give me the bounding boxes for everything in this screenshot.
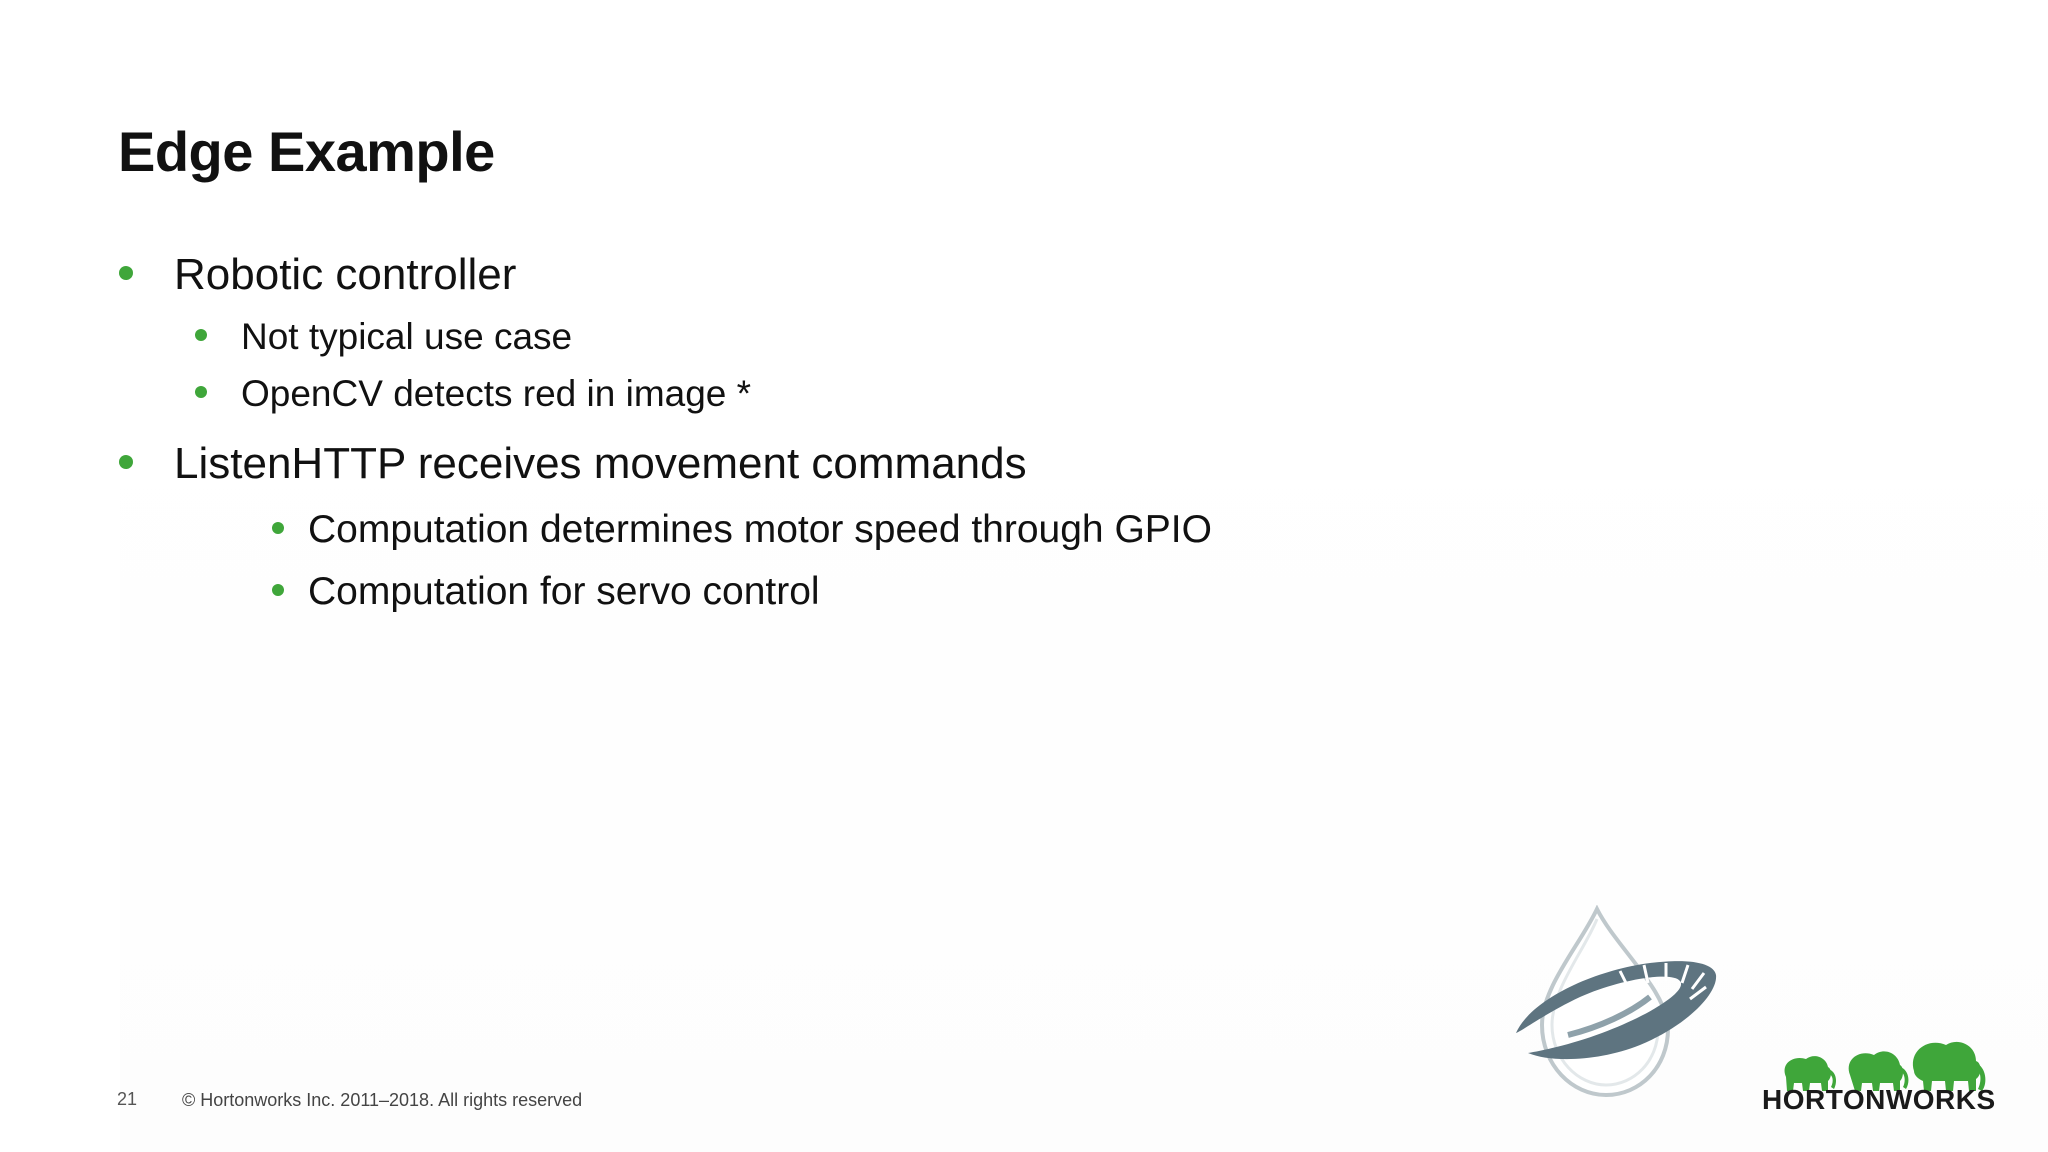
bullet-dot-icon [272, 584, 284, 596]
bullet-servo-control: Computation for servo control [308, 570, 820, 613]
hortonworks-wordmark: HORTONWORKS [1762, 1084, 1996, 1115]
bullet-dot-icon [272, 522, 284, 534]
bullet-listenhttp: ListenHTTP receives movement commands [174, 439, 1027, 488]
bullet-motor-speed: Computation determines motor speed through GPIO [308, 508, 1212, 551]
page-number: 21 [117, 1089, 138, 1109]
bullet-robotic-controller: Robotic controller [174, 250, 517, 299]
bullet-dot-icon [195, 386, 207, 398]
slide-title: Edge Example [118, 120, 495, 183]
bullet-not-typical-use-case: Not typical use case [241, 316, 573, 357]
copyright-text: © Hortonworks Inc. 2011–2018. All rights reserved [182, 1090, 583, 1110]
bullet-dot-icon [195, 329, 207, 341]
bullet-dot-icon [119, 266, 133, 280]
bullet-dot-icon [119, 455, 133, 469]
nifi-drop-logo-icon [1500, 905, 1730, 1105]
bullet-opencv-detects-red: OpenCV detects red in image * [241, 373, 752, 414]
